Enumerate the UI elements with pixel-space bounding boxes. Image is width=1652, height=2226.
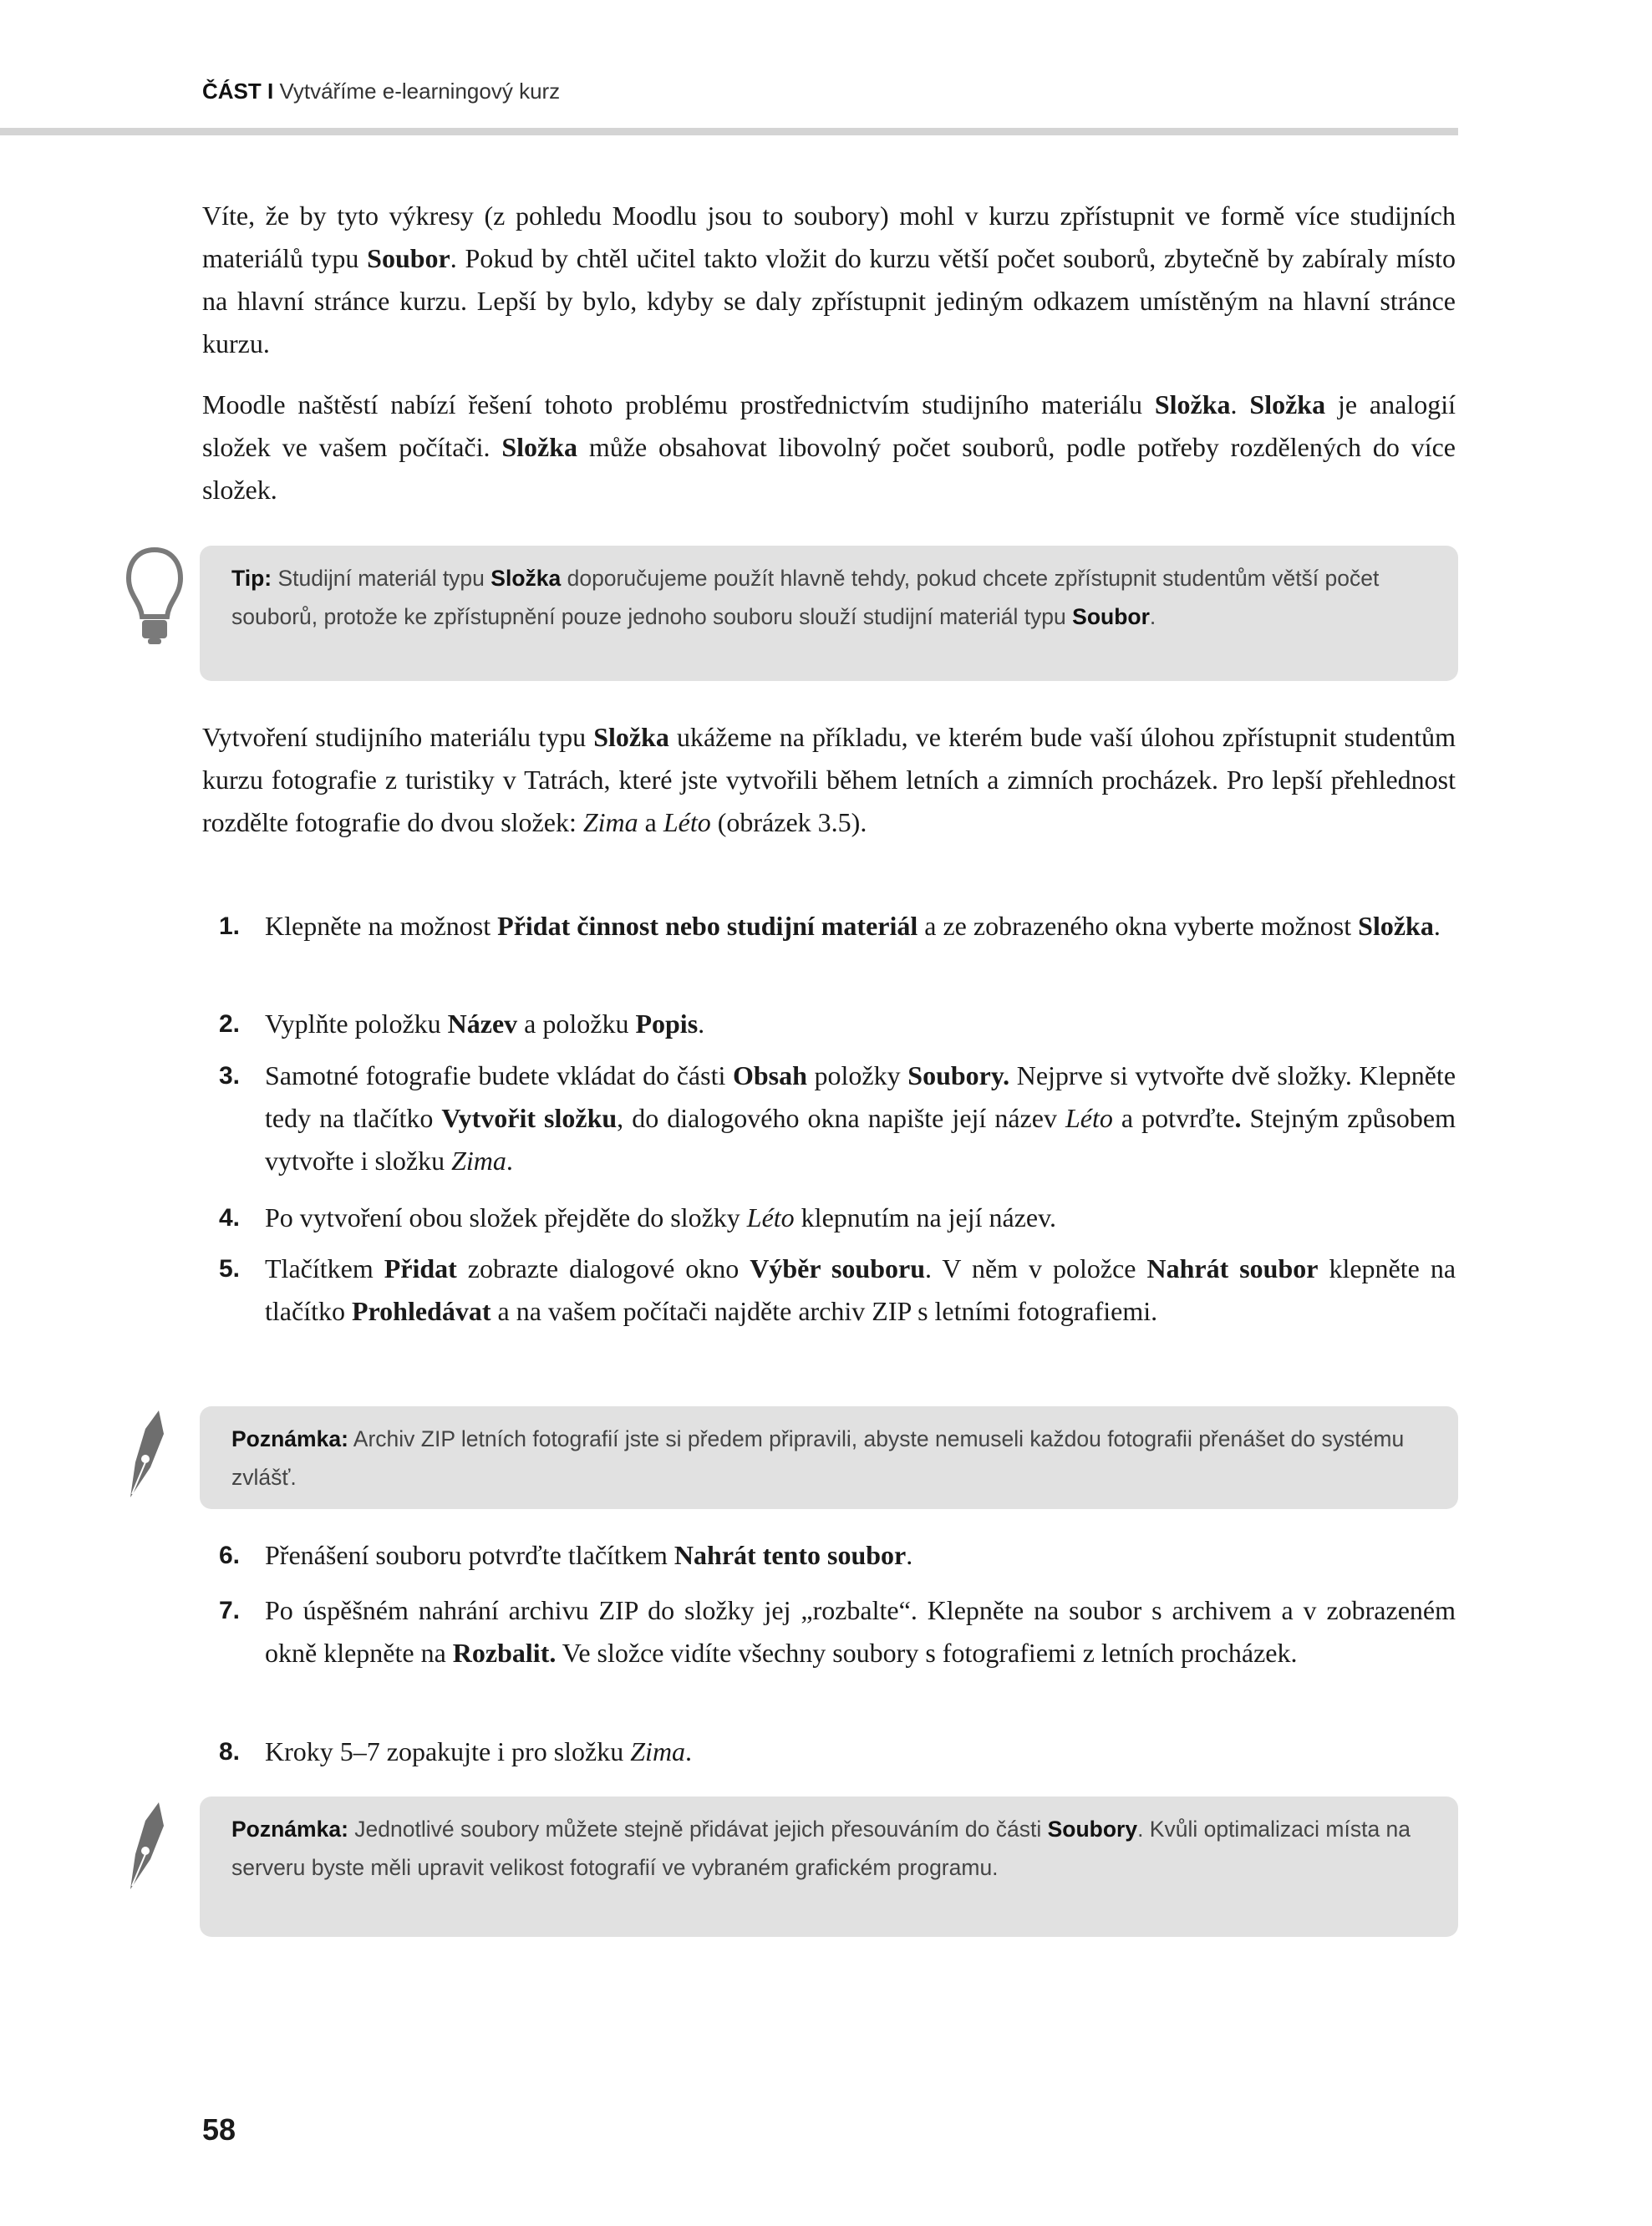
bold-text: Složka (593, 722, 669, 752)
text-run: . (1230, 389, 1250, 419)
step-text (265, 1197, 1456, 1239)
text-run: a položku (517, 1009, 636, 1039)
text-run: Archiv ZIP letních fotografií jste si předem připravili, abyste nemuseli každou fotografii přenášet do systému zvlášť. (231, 1426, 1405, 1490)
bold-text: Poznámka: (231, 1426, 348, 1451)
italic-text: Zima (630, 1736, 686, 1766)
step-number: 4. (219, 1204, 241, 1232)
text-run: Vytvoření studijního materiálu typu (202, 722, 594, 752)
step-text (265, 1003, 1456, 1045)
text-run: Víte, že by tyto výkresy (z pohledu Moodlu jsou to soubory) mohl v kurzu zpřístupnit ve formě více studijních materiálů typu (202, 201, 1456, 273)
header-rule (0, 128, 1458, 135)
step-item (219, 1055, 1456, 1182)
bold-text: Nahrát soubor (1146, 1253, 1319, 1283)
tip-box (200, 546, 1458, 681)
text-run: ukážeme na příkladu, ve kterém bude vaší úlohou zpřístupnit studentům kurzu fotografie z turistiky v Tatrách, které jste vytvořili během letních a zimních procházek. Pro lepší přehlednost rozdělte fotografie do dvou složek: (202, 722, 1456, 837)
step-text (265, 1589, 1456, 1675)
paragraph-folder (202, 384, 1456, 511)
bold-text: Složka (491, 566, 562, 591)
italic-text: Zima (582, 807, 638, 837)
text-run: . (1149, 604, 1156, 629)
bold-text: Popis (635, 1009, 699, 1039)
italic-text: Léto (1065, 1103, 1113, 1133)
text-run: klepněte na tlačítko (265, 1253, 1456, 1326)
text-run: Vyplňte položku (265, 1009, 448, 1039)
bold-text: Soubor (1072, 604, 1150, 629)
step-item (219, 1248, 1456, 1333)
text-run: Přenášení souboru potvrďte tlačítkem (265, 1540, 674, 1570)
step-number: 8. (219, 1738, 241, 1766)
text-run: . (906, 1540, 913, 1570)
bold-text: Přidat (384, 1253, 457, 1283)
bold-text: Výběr souboru (750, 1253, 926, 1283)
chapter-title: Vytváříme e-learningový kurz (279, 79, 561, 104)
step-number: 1. (219, 912, 241, 940)
bold-text: Přidat činnost nebo studijní materiál (497, 911, 918, 941)
bold-text: Složka (1358, 911, 1434, 941)
text-run: . (685, 1736, 693, 1766)
bold-text: Nahrát tento soubor (674, 1540, 907, 1570)
text-run: , do dialogového okna napište její název (617, 1103, 1065, 1133)
text-run: . V něm v položce (925, 1253, 1147, 1283)
bold-text: Název (447, 1009, 518, 1039)
bold-text: Prohledávat (351, 1296, 491, 1326)
step-item (219, 1534, 1456, 1577)
step-item (219, 1589, 1456, 1675)
step-text (265, 905, 1456, 948)
text-run: Ve složce vidíte všechny soubory s fotografiemi z letních procházek. (556, 1638, 1298, 1668)
bold-text: Rozbalit. (452, 1638, 557, 1668)
italic-text: Léto (746, 1202, 795, 1232)
paragraph-example (202, 716, 1456, 844)
step-text (265, 1534, 1456, 1577)
text-run: Klepněte na možnost (265, 911, 498, 941)
text-run: může obsahovat libovolný počet souborů, podle potřeby rozdělených do více složek. (202, 432, 1456, 505)
italic-text: Léto (663, 807, 711, 837)
text-run: položky (806, 1060, 908, 1090)
step-text (265, 1248, 1456, 1333)
step-number: 6. (219, 1542, 241, 1569)
text-run: a ze zobrazeného okna vyberte možnost (917, 911, 1359, 941)
text-run: a (638, 807, 663, 837)
bold-text: Tip: (231, 566, 272, 591)
paragraph-intro (202, 195, 1456, 365)
bold-text: Soubory. (907, 1060, 1010, 1090)
text-run: doporučujeme použít hlavně tehdy, pokud chcete zpřístupnit studentům větší počet souborů, protože ke zpřístupnění pouze jednoho souboru slouží studijní materiál typu (231, 566, 1380, 629)
step-item (219, 1730, 1456, 1773)
bold-text: Obsah (732, 1060, 807, 1090)
text-run: zobrazte dialogové okno (456, 1253, 750, 1283)
text-run: Po vytvoření obou složek přejděte do složky (265, 1202, 747, 1232)
text-run: Tlačítkem (265, 1253, 384, 1283)
bold-text: Soubor (367, 243, 450, 273)
text-run: Nejprve si vytvořte dvě složky. Klepněte tedy na tlačítko (265, 1060, 1456, 1133)
text-run: je analogií složek ve vašem počítači. (202, 389, 1456, 462)
text-run: klepnutím na její název. (794, 1202, 1057, 1232)
text-run: a potvrďte (1112, 1103, 1235, 1133)
pen-nib-icon (125, 1801, 167, 1897)
lightbulb-icon (125, 546, 184, 651)
text-run: . (698, 1009, 705, 1039)
bold-text: Složka (501, 432, 578, 462)
bold-text: . (1234, 1103, 1242, 1133)
step-item (219, 1197, 1456, 1239)
step-number: 2. (219, 1010, 241, 1038)
note-box (200, 1797, 1458, 1937)
text-run: Kroky 5–7 zopakujte i pro složku (265, 1736, 631, 1766)
text-run: Moodle naštěstí nabízí řešení tohoto problému prostřednictvím studijního materiálu (202, 389, 1155, 419)
text-run: Samotné fotografie budete vkládat do části (265, 1060, 733, 1090)
text-run: Po úspěšném nahrání archivu ZIP do složky jej „rozbalte“. Klepněte na soubor s archivem a v zobrazeném okně klepněte na (265, 1595, 1456, 1668)
text-run: . Kvůli optimalizaci místa na serveru byste měli upravit velikost fotografií ve vybraném grafickém programu. (231, 1817, 1411, 1880)
text-run: Stejným způsobem vytvořte i složku (265, 1103, 1456, 1176)
step-item (219, 905, 1456, 948)
part-label: ČÁST I (202, 79, 274, 104)
text-run: Jednotlivé soubory můžete stejně přidávat jejich přesouváním do části (348, 1817, 1048, 1842)
running-header (202, 79, 560, 104)
page-number: 58 (202, 2112, 236, 2147)
step-number: 3. (219, 1062, 241, 1090)
bold-text: Soubory (1047, 1817, 1138, 1842)
italic-text: Zima (451, 1146, 506, 1176)
step-item (219, 1003, 1456, 1045)
step-number: 5. (219, 1255, 241, 1283)
text-run: (obrázek 3.5). (710, 807, 867, 837)
text-run: . (1433, 911, 1441, 941)
pen-nib-icon (125, 1409, 167, 1505)
step-number: 7. (219, 1597, 241, 1624)
bold-text: Složka (1249, 389, 1326, 419)
step-text (265, 1055, 1456, 1182)
text-run: a na vašem počítači najděte archiv ZIP s letními fotografiemi. (491, 1296, 1158, 1326)
bold-text: Vytvořit složku (441, 1103, 618, 1133)
bold-text: Poznámka: (231, 1817, 348, 1842)
text-run: . (506, 1146, 513, 1176)
bold-text: Složka (1154, 389, 1231, 419)
text-run: . Pokud by chtěl učitel takto vložit do kurzu větší počet souborů, zbytečně by zabíraly místo na hlavní stránce kurzu. Lepší by bylo, kdyby se daly zpřístupnit jediným odkazem umístěným na hlavní stránce kurzu. (202, 243, 1456, 358)
step-text (265, 1730, 1456, 1773)
text-run: Studijní materiál typu (272, 566, 491, 591)
note-box (200, 1406, 1458, 1509)
